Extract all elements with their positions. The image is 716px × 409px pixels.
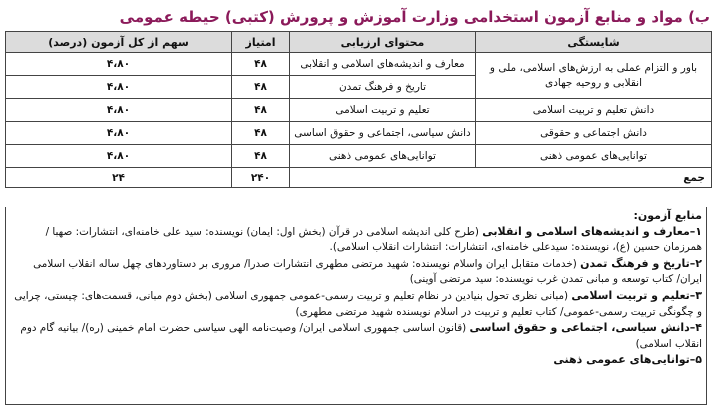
source-item-title: ۱–معارف و اندیشه‌های اسلامی و انقلابی (482, 224, 702, 238)
table-row (6, 145, 712, 168)
source-item (10, 256, 702, 288)
source-item-title: ۲–تاریخ و فرهنگ تمدن (580, 256, 702, 270)
source-item-title: ۳–تعلیم و تربیت اسلامی (571, 288, 702, 302)
points-cell: ۴۸ (232, 145, 290, 168)
total-label: جمع (290, 168, 712, 188)
points-cell: ۴۸ (232, 76, 290, 99)
header-share: سهم از کل آزمون (درصد) (6, 32, 232, 53)
competency-cell: دانش تعلیم و تربیت اسلامی (476, 99, 712, 122)
competency-cell: توانایی‌های عمومی ذهنی (476, 145, 712, 168)
sources-heading: منابع آزمون: (633, 209, 702, 222)
total-row (6, 168, 712, 188)
source-item-text: (مبانی نظری تحول بنیادین در نظام تعلیم و تربیت رسمی-عمومی جمهوری اسلامی (بخش دوم مبانی، قسمت‌های: چیستی، چرایی و چگونگی تربیت رسمی-عمومی/ کتاب تعلیم و تربیت در اسلام نویسنده شهید مرتضی مطهری) (14, 289, 702, 318)
content-cell: دانش سیاسی، اجتماعی و حقوق اساسی (290, 122, 476, 145)
source-item (10, 224, 702, 256)
points-cell: ۴۸ (232, 53, 290, 76)
total-share: ۲۴ (6, 168, 232, 188)
table-header-row (6, 32, 712, 53)
page-title: ب) مواد و منابع آزمون استخدامی وزارت آموزش و پرورش (کتبی) حیطه عمومی (119, 8, 710, 26)
source-item-text: (قانون اساسی جمهوری اسلامی ایران/ وصیت‌نامه الهی سیاسی حضرت امام خمینی (ره)/ بیانیه گام دوم انقلاب اسلامی) (20, 322, 702, 350)
share-cell: ۴،۸۰ (6, 122, 232, 145)
content-cell: تعلیم و تربیت اسلامی (290, 99, 476, 122)
header-competency: شایستگی (476, 32, 712, 53)
source-item-title: ۴–دانش سیاسی، اجتماعی و حقوق اساسی (469, 321, 702, 335)
sources-section (5, 207, 707, 405)
points-cell: ۴۸ (232, 122, 290, 145)
table-row (6, 53, 712, 76)
header-content: محتوای ارزیابی (290, 32, 476, 53)
competency-cell: دانش اجتماعی و حقوقی (476, 122, 712, 145)
source-item-text: (خدمات متقابل ایران واسلام نویسنده: شهید مرتضی مطهری انتشارات صدرا/ مروری بر دستاوردهای چهل ساله انقلاب اسلامی ایران/ کتاب توسعه و مبانی تمدن غرب نویسنده: سید مرتضی آوینی) (33, 257, 702, 286)
total-points: ۲۴۰ (232, 168, 290, 188)
source-item-title: ۵–توانایی‌های عمومی ذهنی (553, 353, 702, 367)
content-cell: تاریخ و فرهنگ تمدن (290, 76, 476, 99)
share-cell: ۴،۸۰ (6, 76, 232, 99)
content-cell: معارف و اندیشه‌های اسلامی و انقلابی (290, 53, 476, 76)
content-cell: توانایی‌های عمومی ذهنی (290, 145, 476, 168)
competency-cell: باور و التزام عملی به ارزش‌های اسلامی، ملی و انقلابی و روحیه جهادی (476, 53, 712, 99)
source-item (10, 288, 702, 320)
source-item-text: (طرح کلی اندیشه اسلامی در قرآن (بخش اول: ایمان) نویسنده: سید علی خامنه‌ای، انتشارات: صهبا / همرزمان حسین (ع)، نویسنده: سیدعلی خامنه‌ای، انتشارات: انتشارات انقلاب اسلامی). (45, 225, 702, 254)
source-item (10, 352, 702, 369)
share-cell: ۴،۸۰ (6, 145, 232, 168)
points-cell: ۴۸ (232, 99, 290, 122)
share-cell: ۴،۸۰ (6, 53, 232, 76)
source-item (10, 320, 702, 352)
table-row (6, 99, 712, 122)
table-row (6, 122, 712, 145)
share-cell: ۴،۸۰ (6, 99, 232, 122)
header-points: امتیاز (232, 32, 290, 53)
exam-table (5, 31, 712, 188)
